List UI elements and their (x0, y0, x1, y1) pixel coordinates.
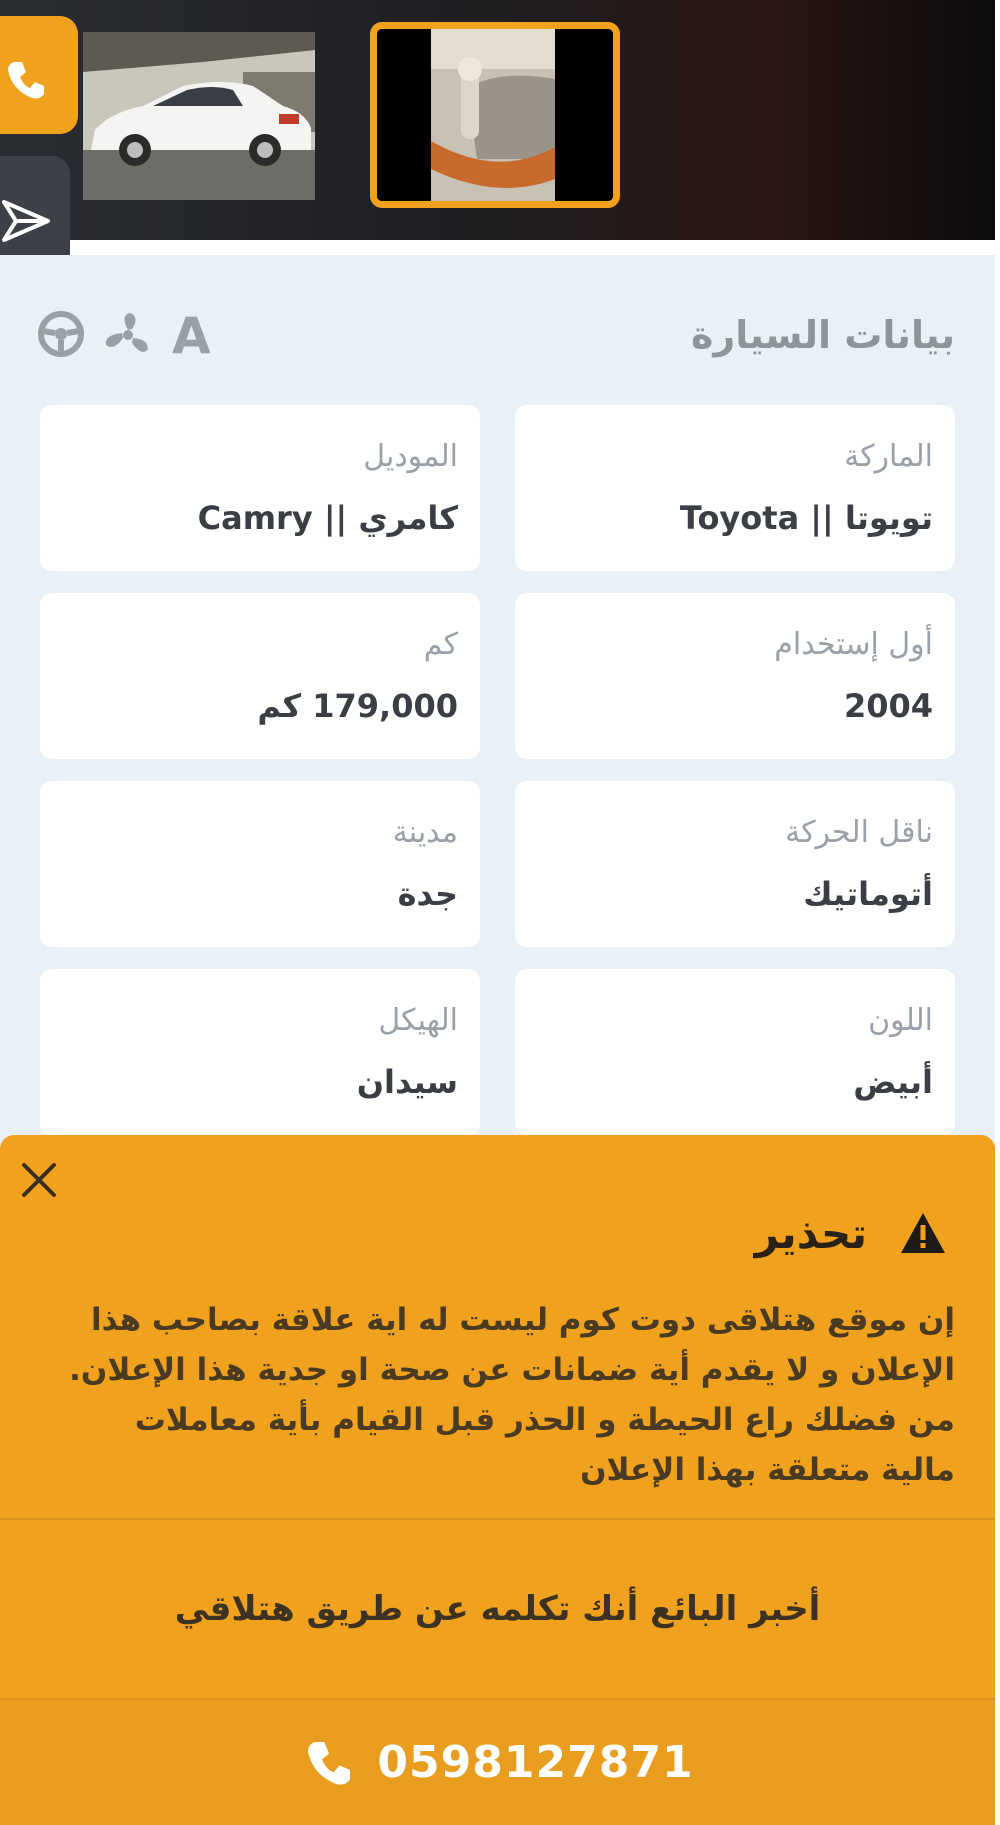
warning-message: إن موقع هتلاقى دوت كوم ليست له اية علاقة بصاحب هذا الإعلان و لا يقدم أية ضمانات عن صحة او جدية هذا الإعلان. من فضلك راع الحيطة و الحذر قبل القيام بأية معاملات مالية متعلقة بهذا الإعلان (69, 1302, 955, 1488)
spec-label: الماركة (844, 439, 933, 474)
floating-call-button[interactable] (0, 16, 78, 134)
section-title: بيانات السيارة (690, 313, 955, 357)
spec-value: كامري || Camry (197, 499, 458, 537)
spec-card-make (515, 405, 955, 571)
phone-icon (301, 1735, 357, 1791)
spec-value: سيدان (356, 1063, 458, 1101)
car-interior-image (377, 29, 613, 201)
share-icon (2, 196, 52, 246)
phone-icon (2, 56, 50, 104)
close-icon[interactable] (14, 1155, 64, 1205)
spec-value: أبيض (853, 1063, 933, 1101)
spec-card-first-use (515, 593, 955, 759)
spec-card-body (40, 969, 480, 1135)
spec-card-city (40, 781, 480, 947)
automatic-icon: A (172, 307, 211, 365)
spec-value: أتوماتيك (803, 875, 933, 913)
gallery-thumbnail-exterior[interactable] (83, 32, 315, 200)
spec-label: مدينة (392, 815, 458, 850)
spec-label: أول إستخدام (774, 627, 933, 662)
spec-card-model (40, 405, 480, 571)
warning-title: تحذير (754, 1209, 867, 1258)
image-gallery[interactable] (0, 0, 995, 240)
spec-label: الهيكل (378, 1003, 458, 1038)
spec-card-transmission (515, 781, 955, 947)
steering-wheel-icon (36, 309, 86, 359)
spec-value: 2004 (843, 687, 933, 725)
spec-value: تويوتا || Toyota (679, 499, 933, 537)
spec-label: كم (423, 627, 458, 662)
spec-label: اللون (868, 1003, 933, 1038)
seller-phone-number: 0598127871 (377, 1737, 694, 1788)
page-gutter (995, 0, 1000, 1825)
spec-label: الموديل (363, 439, 458, 474)
spec-label: ناقل الحركة (785, 815, 933, 850)
spec-card-color (515, 969, 955, 1135)
spec-value: 179,000 كم (257, 687, 458, 725)
fan-icon (102, 309, 154, 361)
spec-card-mileage (40, 593, 480, 759)
car-specs-section (0, 255, 995, 1155)
car-exterior-image (83, 32, 315, 200)
warning-panel (0, 1135, 995, 1825)
tell-seller-note: أخبر البائع أنك تكلمه عن طريق هتلاقي (174, 1589, 821, 1629)
warning-triangle-icon (899, 1211, 947, 1255)
gallery-thumbnail-interior-selected[interactable] (370, 22, 620, 208)
call-seller-button[interactable] (0, 1700, 995, 1825)
spec-value: جدة (397, 875, 458, 913)
